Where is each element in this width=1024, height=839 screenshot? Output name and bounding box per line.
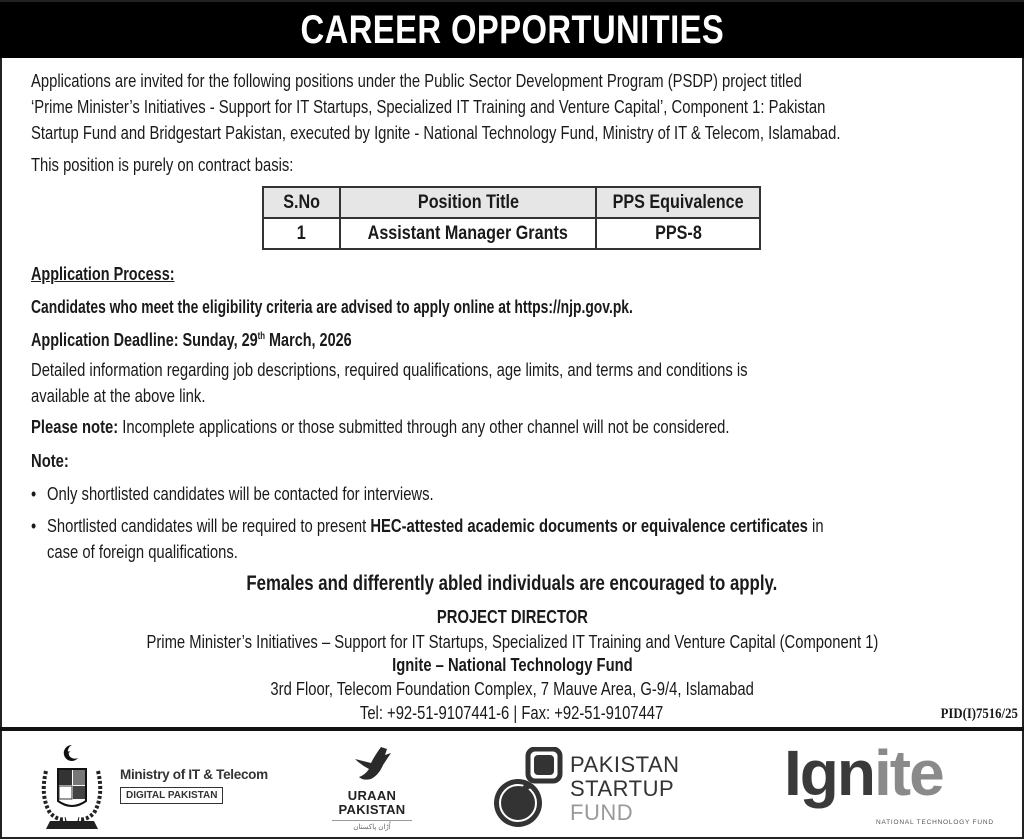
ministry-name: Ministry of IT & Telecom xyxy=(120,767,268,782)
positions-table xyxy=(262,186,761,250)
apply-online-text: Candidates who meet the eligibility criteria are advised to apply online at https://njp.gov.pk. xyxy=(31,296,633,317)
intro-line: ‘Prime Minister’s Initiatives - Support for IT Startups, Specialized IT Training and Venture Capital’, Component 1: Pakistan xyxy=(31,96,826,117)
pakistan-startup-fund-logo: PAKISTAN STARTUP FUND xyxy=(492,747,692,833)
cell-position: Assistant Manager Grants xyxy=(340,218,596,249)
column-header-sno: S.No xyxy=(263,187,340,218)
uraan-urdu-tagline: اُڑان پاکستان xyxy=(332,820,412,831)
state-emblem-icon xyxy=(36,741,108,833)
list-item: • Only shortlisted candidates will be contacted for interviews. xyxy=(31,481,824,507)
table-row xyxy=(263,218,760,249)
ignite-subtitle: NATIONAL TECHNOLOGY FUND xyxy=(876,819,994,826)
cell-sno: 1 xyxy=(263,218,340,249)
project-director-title: PROJECT DIRECTOR xyxy=(436,606,588,627)
address: 3rd Floor, Telecom Foundation Complex, 7 Mauve Area, G-9/4, Islamabad xyxy=(270,678,754,699)
please-note-label: Please note: xyxy=(31,416,119,437)
application-process-heading: Application Process: xyxy=(31,263,175,284)
column-header-position: Position Title xyxy=(340,187,596,218)
phone-fax: Tel: +92-51-9107441-6 | Fax: +92-51-9107447 xyxy=(360,702,664,723)
ignite-wordmark: Ignite xyxy=(784,737,943,809)
organization-name: Ignite – National Technology Fund xyxy=(391,654,633,675)
table-header-row xyxy=(263,187,760,218)
intro-line: Startup Fund and Bridgestart Pakistan, executed by Ignite - National Technology Fund, Ministry of IT & Telecom, Islamabad. xyxy=(31,122,841,143)
title-banner xyxy=(0,2,1024,58)
note-heading: Note: xyxy=(31,450,69,471)
pid-number: PID(I)7516/25 xyxy=(940,706,1018,722)
list-item: • Shortlisted candidates will be required to present HEC-attested academic documents or equivalence certificates in case of foreign qualifications. xyxy=(31,513,824,565)
notes-list xyxy=(31,481,824,565)
intro-paragraph xyxy=(31,68,996,146)
column-header-pps: PPS Equivalence xyxy=(596,187,760,218)
contract-note: This position is purely on contract basis: xyxy=(31,154,294,175)
page-title: CAREER OPPORTUNITIES xyxy=(300,7,724,52)
digital-pakistan-tag: DIGITAL PAKISTAN xyxy=(120,787,223,804)
application-deadline: Application Deadline: Sunday, 29th March, 2026 xyxy=(31,329,352,350)
detail-info: Detailed information regarding job descriptions, required qualifications, age limits, and terms and conditions is available at the above link. xyxy=(31,359,748,406)
please-note: Please note: Incomplete applications or those submitted through any other channel will not be considered. xyxy=(31,416,730,437)
logo-footer xyxy=(0,731,1024,839)
eagle-icon xyxy=(347,745,397,789)
intro-line: Applications are invited for the following positions under the Public Sector Development Program (PSDP) project titled xyxy=(31,70,802,91)
cell-pps: PPS-8 xyxy=(596,218,760,249)
ministry-logo xyxy=(120,767,268,804)
psf-logo-icon xyxy=(492,747,568,833)
encouragement-statement: Females and differently abled individuals are encouraged to apply. xyxy=(246,572,778,595)
ignite-logo xyxy=(784,737,994,833)
uraan-pakistan-logo: URAAN PAKISTAN اُڑان پاکستان xyxy=(332,745,412,831)
program-name: Prime Minister’s Initiatives – Support for IT Startups, Specialized IT Training and Venture Capital (Component 1) xyxy=(146,631,878,652)
